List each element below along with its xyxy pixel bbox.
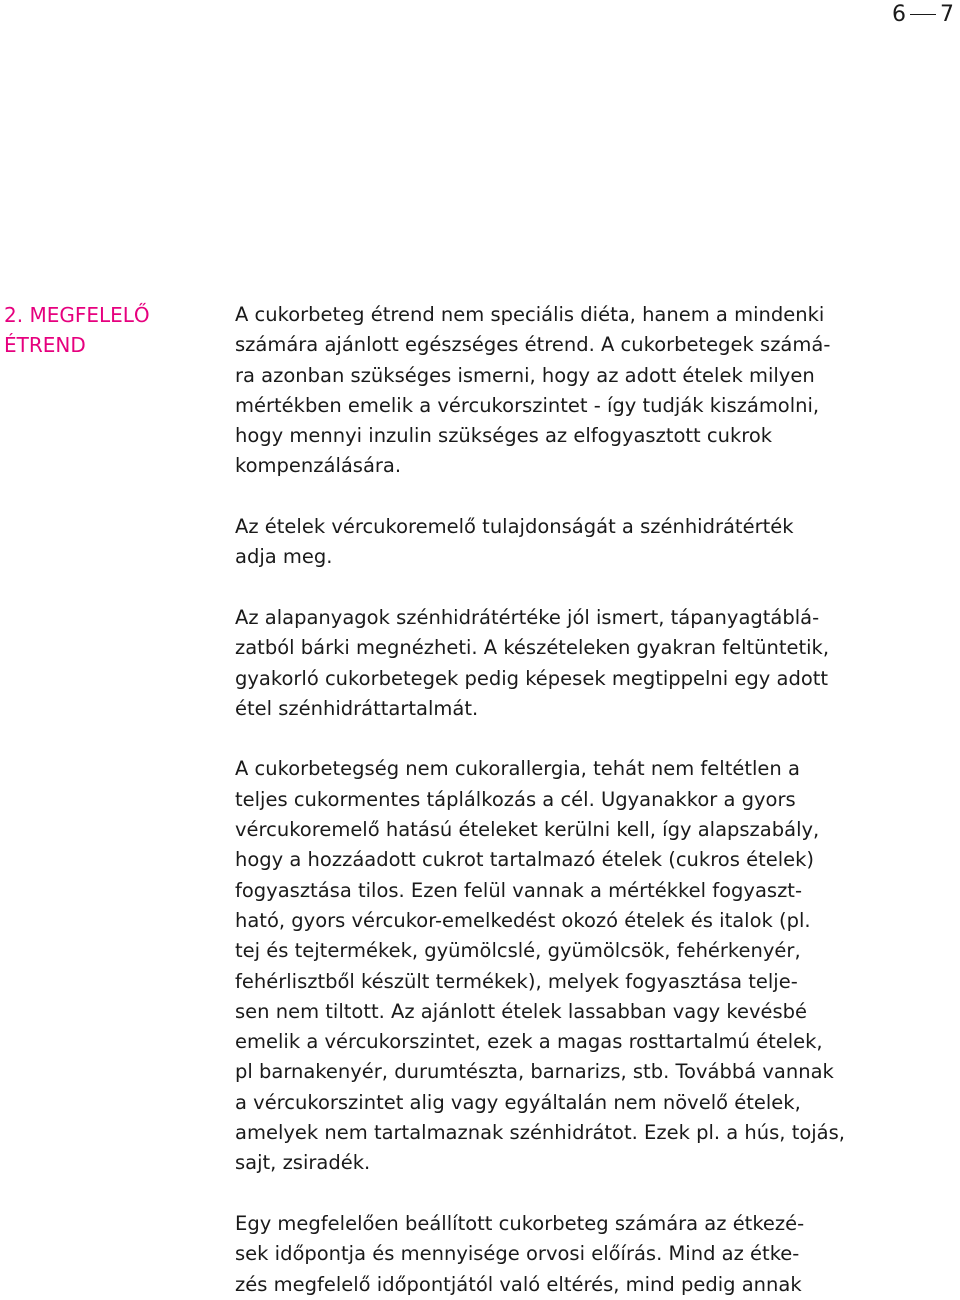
text-line: zés megfelelő időpontjától való eltérés, mind pedig annak bbox=[235, 1272, 802, 1296]
text-line: emelik a vércukorszintet, ezek a magas rosttartalmú ételek, bbox=[235, 1030, 823, 1054]
paragraph-4 bbox=[235, 754, 855, 1178]
section-heading-line: ÉTREND bbox=[4, 333, 86, 357]
text-line: gyakorló cukorbetegek pedig képesek megtippelni egy adott bbox=[235, 666, 829, 690]
section-heading bbox=[4, 300, 194, 360]
text-line: étel szénhidráttartalmát. bbox=[235, 696, 479, 720]
paragraph-1 bbox=[235, 300, 855, 482]
text-line: a vércukorszintet alig vagy egyáltalán nem növelő ételek, bbox=[235, 1090, 801, 1114]
section-heading-line: 2. MEGFELELŐ bbox=[4, 303, 150, 327]
text-line: A cukorbeteg étrend nem speciális diéta, hanem a mindenki bbox=[235, 303, 825, 326]
text-line: fehérlisztből készült termékek), melyek fogyasztása telje- bbox=[235, 969, 798, 993]
text-line: Az ételek vércukoremelő tulajdonságát a szénhidrátérték bbox=[235, 515, 794, 539]
left-page-number: 6 bbox=[892, 2, 906, 27]
paragraph-gap bbox=[235, 1179, 855, 1209]
text-line: mértékben emelik a vércukorszintet - így tudják kiszámolni, bbox=[235, 393, 820, 417]
right-page-number: 7 bbox=[940, 2, 954, 27]
text-line: ható, gyors vércukor-emelkedést okozó ételek és italok (pl. bbox=[235, 908, 811, 932]
text-line: vércukoremelő hatású ételeket kerülni kell, így alapszabály, bbox=[235, 818, 820, 842]
paragraph-gap bbox=[235, 482, 855, 512]
paragraph-2 bbox=[235, 512, 855, 573]
body-text bbox=[235, 300, 855, 1300]
text-line: kompenzálására. bbox=[235, 454, 402, 478]
text-line: hogy a hozzáadott cukrot tartalmazó ételek (cukros ételek) bbox=[235, 848, 815, 872]
paragraph-gap bbox=[235, 724, 855, 754]
text-line: Egy megfelelően beállított cukorbeteg számára az étkezé- bbox=[235, 1211, 805, 1235]
text-line: sajt, zsiradék. bbox=[235, 1151, 371, 1175]
text-line: sek időpontja és mennyisége orvosi előírás. Mind az étke- bbox=[235, 1242, 800, 1266]
text-line: pl barnakenyér, durumtészta, barnarizs, stb. Továbbá vannak bbox=[235, 1060, 834, 1084]
text-line: ra azonban szükséges ismerni, hogy az adott ételek milyen bbox=[235, 363, 815, 387]
text-line: zatból bárki megnézheti. A készételeken gyakran feltüntetik, bbox=[235, 636, 830, 660]
text-line: Az alapanyagok szénhidrátértéke jól ismert, tápanyagtáblá- bbox=[235, 605, 820, 629]
text-line: A cukorbetegség nem cukorallergia, tehát nem feltétlen a bbox=[235, 757, 800, 781]
text-line: sen nem tiltott. Az ajánlott ételek lassabban vagy kevésbé bbox=[235, 999, 808, 1023]
text-line: hogy mennyi inzulin szükséges az elfogyasztott cukrok bbox=[235, 424, 773, 448]
text-line: teljes cukormentes táplálkozás a cél. Ugyanakkor a gyors bbox=[235, 787, 796, 811]
text-line: adja meg. bbox=[235, 545, 333, 569]
page-number bbox=[892, 0, 954, 30]
text-line: amelyek nem tartalmaznak szénhidrátot. Ezek pl. a hús, tojás, bbox=[235, 1121, 845, 1145]
text-line: fogyasztása tilos. Ezen felül vannak a mértékkel fogyaszt- bbox=[235, 878, 802, 902]
paragraph-gap bbox=[235, 573, 855, 603]
page-number-dash bbox=[910, 14, 936, 15]
paragraph-3 bbox=[235, 603, 855, 724]
paragraph-5 bbox=[235, 1209, 855, 1300]
text-line: tej és tejtermékek, gyümölcslé, gyümölcsök, fehérkenyér, bbox=[235, 939, 801, 963]
text-line: számára ajánlott egészséges étrend. A cukorbetegek számá- bbox=[235, 333, 831, 357]
